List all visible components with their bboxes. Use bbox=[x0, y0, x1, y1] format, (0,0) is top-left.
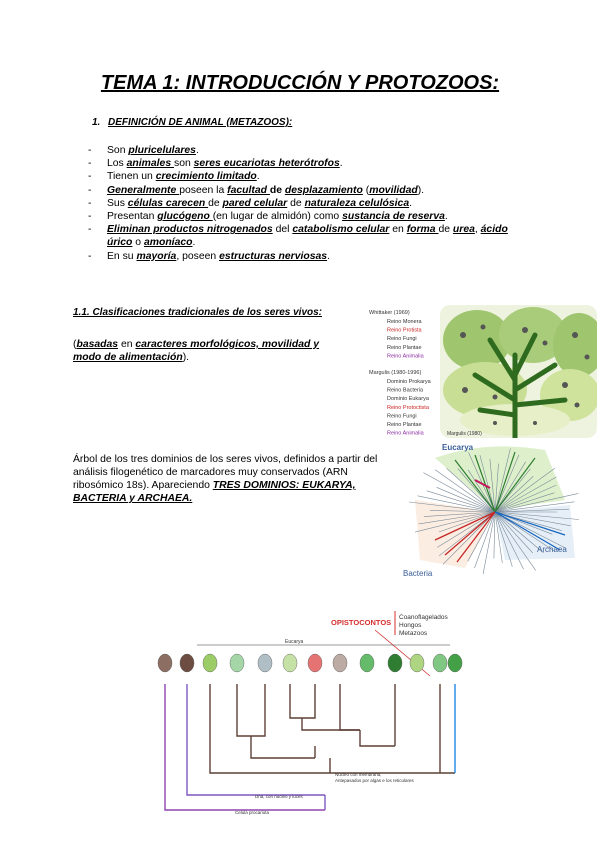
organism-illustration bbox=[333, 654, 347, 672]
key-term: basadas bbox=[76, 339, 119, 350]
organism-illustration bbox=[433, 654, 447, 672]
page-title: TEMA 1: INTRODUCCIÓN Y PROTOZOOS: bbox=[100, 72, 500, 94]
text-run: , bbox=[474, 224, 481, 236]
text-run: Sus bbox=[107, 197, 128, 209]
text-run: Presentan bbox=[107, 211, 158, 223]
organism-illustration bbox=[448, 654, 462, 672]
margulis-label: Margulis (1980-1996) bbox=[369, 370, 422, 376]
classification-tree-figure bbox=[365, 305, 597, 438]
text-run: de bbox=[269, 184, 285, 196]
key-term: TRES DOMINIOS: EUKARYA, BACTERIA y ARCHAEA. bbox=[73, 480, 356, 504]
key-term: células carecen bbox=[127, 197, 209, 209]
key-term: naturaleza celulósica bbox=[304, 197, 410, 209]
text-run: (en lugar de almidón) como bbox=[212, 211, 343, 223]
figure1-caption: Margulis (1980) bbox=[447, 431, 482, 437]
eucarya-label: Eucarya bbox=[285, 639, 304, 645]
text-run: de bbox=[438, 224, 453, 236]
text-run: ( bbox=[73, 339, 77, 350]
kingdom-label: Reino Protoctista bbox=[387, 404, 429, 411]
kingdom-label: Reino Bacteria bbox=[387, 387, 424, 394]
eukarya-label: Eucarya bbox=[442, 443, 474, 452]
opisthokonta-item: Coanoflagelados bbox=[399, 614, 448, 621]
definition-bullet bbox=[88, 170, 528, 183]
cladogram-note: Dna, con nucleo y luces bbox=[255, 794, 303, 799]
kingdom-label: Reino Fungi bbox=[387, 413, 417, 420]
text-run: en bbox=[118, 339, 136, 350]
text-run: . bbox=[409, 197, 412, 209]
key-term: urea bbox=[452, 224, 475, 236]
section-title: DEFINICIÓN DE ANIMAL (METAZOOS): bbox=[108, 117, 293, 128]
text-run: ). bbox=[182, 352, 190, 363]
text-run: Tienen un bbox=[107, 171, 156, 183]
text-run: . bbox=[192, 237, 196, 249]
opisthokont-cladogram-figure bbox=[155, 608, 473, 823]
cladogram-note: Celula procariota bbox=[235, 810, 270, 815]
text-run: . bbox=[327, 250, 330, 262]
kingdom-label: Reino Plantae bbox=[387, 344, 422, 351]
text-run: . bbox=[339, 158, 343, 170]
text-run: . bbox=[195, 145, 199, 156]
bacteria-label: Bacteria bbox=[403, 569, 433, 578]
kingdom-label: Reino Plantae bbox=[387, 422, 422, 428]
organism-illustration bbox=[388, 654, 402, 672]
organism-illustration bbox=[230, 654, 244, 672]
text-run: o bbox=[132, 237, 144, 249]
organism-illustration bbox=[360, 654, 374, 672]
key-term: facultad bbox=[227, 184, 270, 196]
definition-bullet bbox=[88, 223, 528, 249]
key-term: caracteres morfológicos, movilidad y modo de alimentación bbox=[73, 339, 320, 363]
key-term: desplazamiento bbox=[284, 184, 363, 196]
text-run: , poseen bbox=[176, 250, 220, 262]
whittaker-kingdom-list bbox=[387, 319, 425, 359]
text-run: . bbox=[256, 171, 260, 183]
definition-bullet bbox=[88, 157, 528, 170]
definition-bullet bbox=[88, 210, 528, 223]
key-term: Generalmente bbox=[107, 184, 180, 196]
kingdom-label: Reino Fungi bbox=[387, 336, 417, 343]
kingdom-label: Reino Animalia bbox=[387, 430, 424, 437]
organism-illustration bbox=[203, 654, 217, 672]
text-run: . bbox=[444, 211, 448, 223]
cladogram-note: Núcleo con membrana, bbox=[335, 772, 382, 777]
text-run: del bbox=[272, 224, 293, 236]
organism-illustration bbox=[258, 654, 272, 672]
key-term: crecimiento limitado bbox=[155, 171, 257, 183]
text-run: ( bbox=[362, 184, 370, 196]
text-run: de bbox=[208, 197, 223, 209]
organism-illustration bbox=[308, 654, 322, 672]
three-domain-tree-figure bbox=[395, 440, 593, 580]
key-term: pared celular bbox=[222, 197, 288, 209]
key-term: animales bbox=[126, 158, 175, 170]
key-term: estructuras nerviosas bbox=[219, 250, 328, 262]
key-term: glucógeno bbox=[157, 211, 213, 223]
opisthokonta-item: Metazoos bbox=[399, 630, 428, 637]
section-number: 1. bbox=[92, 117, 101, 128]
archaea-label: Archaea bbox=[537, 545, 567, 554]
key-term: catabolismo celular bbox=[292, 224, 390, 236]
classification-paragraph bbox=[73, 338, 345, 364]
section-heading-definicion bbox=[92, 117, 292, 128]
kingdom-label: Reino Protista bbox=[387, 327, 422, 334]
text-run: Son bbox=[107, 145, 129, 156]
text-run: En su bbox=[107, 250, 137, 262]
subsection-heading-clasificaciones: 1.1. Clasificaciones tradicionales de los seres vivos: bbox=[73, 307, 323, 318]
organism-illustration bbox=[410, 654, 424, 672]
text-run: en bbox=[389, 224, 407, 236]
kingdom-label: Reino Animalia bbox=[387, 353, 424, 360]
opisthokonta-item: Hongos bbox=[399, 622, 422, 629]
key-term: amoníaco bbox=[143, 237, 193, 249]
key-term: ácido úrico bbox=[107, 224, 508, 249]
key-term: Eliminan productos nitrogenados bbox=[107, 224, 273, 236]
text-run: Los bbox=[107, 158, 127, 170]
text-run: de bbox=[287, 197, 305, 209]
key-term: pluricelulares bbox=[128, 145, 196, 156]
key-term: movilidad bbox=[369, 184, 418, 196]
margulis-kingdom-list bbox=[387, 379, 432, 437]
text-run: ). bbox=[417, 184, 425, 196]
definition-bullet bbox=[88, 250, 528, 263]
key-term: forma bbox=[406, 224, 439, 236]
definition-bullet bbox=[88, 184, 528, 197]
definition-bullet bbox=[88, 144, 528, 157]
key-term: mayoría bbox=[136, 250, 177, 262]
key-term: sustancia de reserva bbox=[342, 211, 445, 223]
kingdom-label: Dominio Eukarya bbox=[387, 396, 429, 403]
text-run: son bbox=[174, 158, 194, 170]
organism-illustration bbox=[283, 654, 297, 672]
text-run: Árbol de los tres dominios de los seres vivos, definidos a partir del análisis filogenético de marcadores muy conservados (ARN ribosómico 18s). Apareciendo bbox=[73, 454, 378, 491]
definition-bullet-list bbox=[88, 144, 528, 263]
key-term: seres eucariotas heterótrofos bbox=[193, 158, 340, 170]
cladogram-note: Antepasados por algas e los reticulares bbox=[335, 778, 414, 783]
whittaker-label: Whittaker (1969) bbox=[369, 310, 410, 316]
organism-illustration bbox=[180, 654, 194, 672]
definition-bullet bbox=[88, 197, 528, 210]
text-run: poseen la bbox=[179, 184, 228, 196]
organism-illustration bbox=[158, 654, 172, 672]
kingdom-label: Reino Monera bbox=[387, 319, 422, 325]
kingdom-label: Dominio Prokarya bbox=[387, 379, 431, 385]
three-domains-paragraph bbox=[73, 453, 388, 505]
opisthokonta-label: OPISTOCONTOS bbox=[331, 618, 392, 627]
